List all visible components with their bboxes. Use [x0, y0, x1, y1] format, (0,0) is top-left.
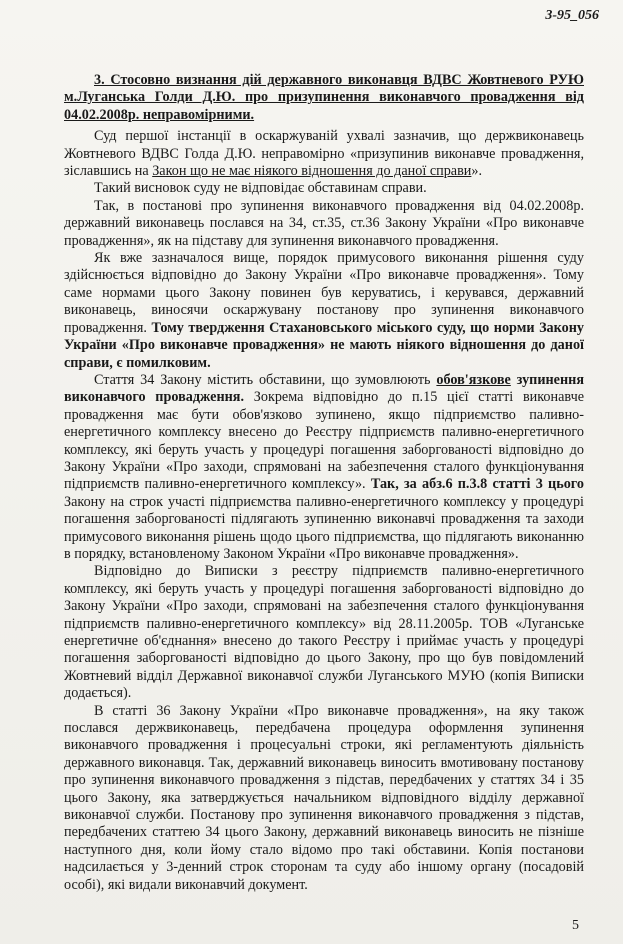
paragraph-2: Такий висновок суду не відповідає обставинам справи. [94, 180, 427, 197]
paragraph-1-underlined: Закон що не має ніякого відношення до даної справи [152, 163, 472, 180]
paragraph-1-end: ». [471, 163, 483, 180]
paragraph-4-text: Як вже зазначалося вище, порядок примусового виконання рішення суду здійснюється відповідно до Закону України «Про виконавче провадження». Тому саме нормами цього Закону повинен був керуватись, і керувався, державний виконавець, виносячи оскаржувану постанову про зупинення виконавчого провадження. [64, 250, 584, 336]
paragraph-3: Так, в постанові про зупинення виконавчого провадження від 04.02.2008р. державний виконавець послався на 34, ст.35, ст.36 Закону України «Про виконавче провадження», як на підставу для зупинення виконавчого провадження. [64, 197, 584, 249]
paragraph-7: В статті 36 Закону України «Про виконавче провадження», на яку також послався держвиконавець, передбачена процедура оформлення зупинення виконавчого провадження і процесуальні строки, які регламентують діяльність державного виконавця. Так, державний виконавець виносить вмотивовану постанову про зупинення виконавчого провадження з підстав, передбачених у статтях 34 і 35 цього Закону, яка затверджується начальником відповідного відділу державної виконавчої служби. Постанову про зупинення виконавчого провадження з підстав, передбачених статтею 34 цього Закону, державний виконавець виносить не пізніше наступного дня, коли йому стало відомо про такі обставини. Копія постанови надсилається у 3-денний строк сторонам та суду або іншому органу (посадовій особі), які видали виконавчий документ. [64, 702, 584, 893]
paragraph-5-text-a: Стаття 34 Закону містить обставини, що зумовлюють [94, 371, 437, 388]
document-id: 3-95_056 [545, 8, 599, 23]
section-heading: 3. Стосовно визнання дій державного виконавця ВДВС Жовтневого РУЮ м.Луганська Голди Д.Ю. про призупинення виконавчого провадження від 04.02.2008р. неправомірними. [64, 72, 584, 123]
paragraph-1-text: Суд першої інстанції в оскаржуваній ухвалі зазначив, що держвиконавець Жовтневого ВДВС Голда Д.Ю. неправомірно «призупинив виконавче провадження, зіславшись на [64, 128, 584, 180]
paragraph-4 [64, 250, 584, 372]
paragraph-4-bold: Тому твердження Стахановського міського суду, що норми Закону України «Про виконавче провадження» не мають ніякого відношення до даної справи, є помилковим. [64, 319, 584, 371]
paragraph-5-text-d: підприємств паливно-енергетичного комплексу». [64, 476, 366, 493]
paragraph-5-bold: зупинення виконавчого провадження. [64, 371, 585, 406]
paragraph-1 [64, 128, 584, 180]
document-body [64, 72, 584, 894]
paragraph-6: Відповідно до Виписки з реєстру підприємств паливно-енергетичного комплексу, які беруть участь у процедурі погашення заборгованості відповідно до Закону України «Про заходи, спрямовані на забезпечення сталого функціонування підприємств паливно-енергетичного комплексу» від 28.11.2005р. ТОВ «Луганське енергетичне об'єднання» внесено до такого Реєстру і приймає участь у процедурі погашення заборгованості відповідно до цього Закону, про що був повідомлений Жовтневий відділ Державної виконавчої служби Луганського МУЮ (копія Виписки додається). [64, 563, 584, 702]
paragraph-5-bold-underlined: обов'язкове [436, 371, 511, 388]
paragraph-5-text-f: Закону на строк участі підприємства паливно-енергетичного комплексу у процедурі погашення заборгованості підлягають зупиненню виконавчі провадження та заходи примусового виконання рішень щодо цього підприємства, що підлягають виконанню в порядку, встановленому Законом України «Про виконавче провадження». [64, 493, 584, 562]
paragraph-5-text-c: Зокрема відповідно до п.15 цієї статті виконавче провадження має бути обов'язково зупинено, якщо підприємство паливно-енергетичного комплексу внесено до Реєстру підприємств паливно-енергетичного комплексу, які беруть участь у процедурі погашення заборгованості відповідно до Закону України «Про заходи, спрямовані на забезпечення сталого функціонування [64, 389, 584, 475]
paragraph-5 [64, 372, 584, 563]
page-number: 5 [572, 918, 579, 933]
paragraph-5-bold-e: Так, за абз.6 п.3.8 статті 3 цього [365, 476, 584, 493]
